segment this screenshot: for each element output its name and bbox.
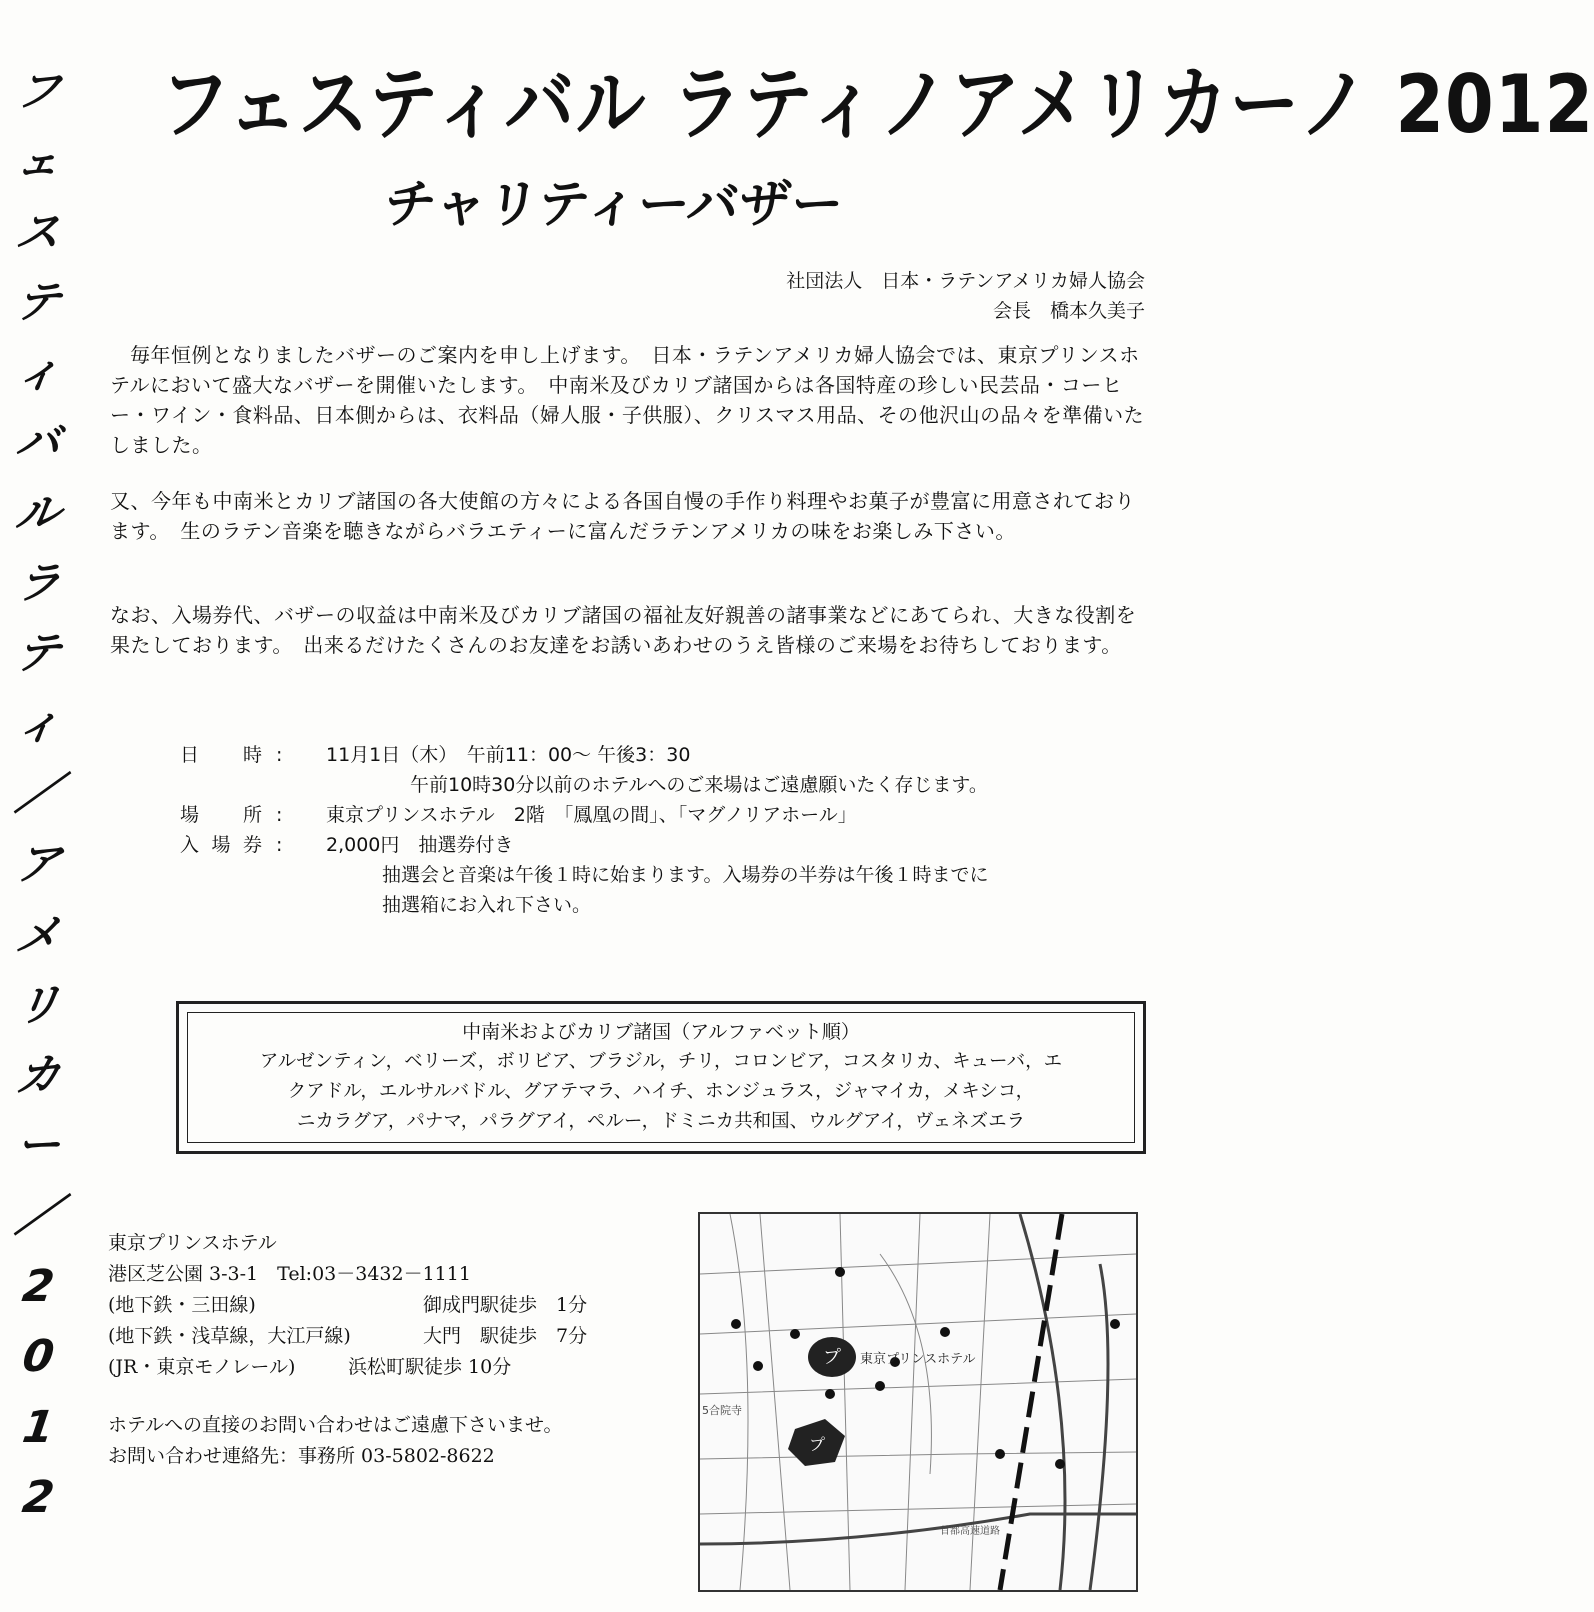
access-map: [698, 1212, 1138, 1592]
countries-line: クアドル，エルサルバドル、グアテマラ、ハイチ、ホンジュラス，ジャマイカ，メキシコ，: [287, 1081, 1035, 1102]
countries-box: [176, 1001, 1146, 1154]
vertical-char: ラ: [12, 558, 64, 610]
hotel-marker: [808, 1337, 856, 1377]
vertical-char: 2: [19, 1471, 57, 1523]
info-row-place: [180, 800, 1126, 830]
vertical-char: ェ: [12, 136, 64, 188]
paragraph-intro: 毎年恒例となりましたバザーのご案内を申し上げます。 日本・ラテンアメリカ婦人協会では、東京プリンスホテルにおいて盛大なバザーを開催いたします。 中南米及びカリブ諸国からは各国特産の珍しい民芸品・コーヒー・ワイン・食料品、日本側からは、衣料品（婦人服・子供服）、クリスマス用品、その他沢山の品々を準備いたしました。: [110, 343, 1145, 457]
access-station: 浜松町駅徒歩 10分: [348, 1356, 512, 1378]
vertical-char: ス: [12, 206, 64, 258]
access-line: (地下鉄・三田線): [108, 1294, 256, 1316]
vertical-char: テ: [12, 628, 64, 680]
map-road-label: 首都高速道路: [940, 1526, 1000, 1537]
countries-box-inner: [187, 1012, 1135, 1143]
access-row: [108, 1290, 587, 1321]
paragraph-food: 又、今年も中南米とカリブ諸国の各大使館の方々による各国自慢の手作り料理やお菓子が豊富に用意されております。 生のラテン音楽を聴きながらバラエティーに富んだラテンアメリカの味をお楽しみ下さい。: [110, 489, 1135, 543]
map-graphic: [700, 1214, 1136, 1590]
organization-chair: 会長 橋本久美子: [992, 300, 1145, 322]
info-row-ticket: [180, 830, 1126, 860]
date-value: 11月1日（木） 午前11：00～ 午後3：30: [326, 744, 691, 766]
access-line: (JR・東京モノレール): [108, 1356, 296, 1378]
access-row: [108, 1321, 587, 1352]
vertical-title: [8, 66, 68, 1523]
date-label: 日時: [180, 744, 262, 766]
colon: :: [276, 834, 283, 856]
map-hotel-label: 東京プリンスホテル: [860, 1352, 976, 1367]
ticket-label: 入場券: [180, 834, 262, 856]
vertical-char: メ: [12, 909, 64, 961]
svg-text:プ: プ: [808, 1435, 826, 1454]
vertical-char: ー: [12, 1120, 64, 1172]
vertical-char: ア: [12, 839, 64, 891]
vertical-char: ／: [12, 768, 64, 820]
date-note: 午前10時30分以前のホテルへのご来場はご遠慮願いたく存じます。: [410, 774, 988, 796]
hotel-address: 港区芝公園 3-3-1 Tel:03－3432－1111: [108, 1263, 471, 1285]
paragraph-proceeds: なお、入場券代、バザーの収益は中南米及びカリブ諸国の福祉友好親善の諸事業などにあてられ、大きな役割を果たしております。 出来るだけたくさんのお友達をお誘いあわせのうえ皆様のご来場をお待ちしております。: [110, 603, 1137, 657]
access-station: 御成門駅徒歩 1分: [423, 1294, 588, 1316]
second-marker: [788, 1419, 845, 1466]
hotel-info: [108, 1228, 587, 1383]
contact-phone: お問い合わせ連絡先：事務所 03-5802-8622: [108, 1445, 495, 1467]
contact-note: ホテルへの直接のお問い合わせはご遠慮下さいませ。: [108, 1414, 563, 1436]
contact-info: [108, 1410, 562, 1472]
vertical-char: ル: [12, 487, 64, 539]
organization: [786, 266, 1145, 326]
vertical-char: リ: [12, 979, 64, 1031]
vertical-char: ィ: [12, 698, 64, 750]
countries-line: アルゼンティン，ベリーズ，ボリビア、ブラジル，チリ，コロンビア，コスタリカ、キューバ，エ: [259, 1051, 1063, 1072]
organization-name: 社団法人 日本・ラテンアメリカ婦人協会: [786, 270, 1145, 292]
ticket-note-1: 抽選会と音楽は午後１時に始まります。入場券の半券は午後１時までに: [382, 864, 989, 886]
hotel-name: 東京プリンスホテル: [108, 1232, 277, 1254]
vertical-char: テ: [12, 276, 64, 328]
access-station: 大門 駅徒歩 7分: [423, 1325, 588, 1347]
place-value: 東京プリンスホテル 2階 「鳳凰の間」、「マグノリアホール」: [326, 804, 857, 826]
vertical-char: 1: [19, 1401, 57, 1453]
vertical-char: バ: [12, 417, 64, 469]
event-info: [180, 740, 1126, 920]
vertical-char: ィ: [12, 347, 64, 399]
vertical-char: ／: [12, 1190, 64, 1242]
ticket-value: 2,000円 抽選券付き: [326, 834, 514, 856]
ticket-note-2: 抽選箱にお入れ下さい。: [382, 894, 592, 916]
access-line: (地下鉄・浅草線，大江戸線): [108, 1325, 351, 1347]
access-row: [108, 1352, 587, 1383]
colon: :: [276, 804, 283, 826]
countries-heading: 中南米およびカリブ諸国（アルファベット順）: [462, 1021, 860, 1043]
countries-line: ニカラグア，パナマ，パラグアイ，ペルー，ドミニカ共和国、ウルグアイ，ヴェネズエラ: [296, 1111, 1026, 1132]
map-temple-label: 5合院寺: [702, 1404, 742, 1417]
page-subtitle: チャリティーバザー: [381, 175, 847, 235]
place-label: 場所: [180, 804, 262, 826]
vertical-char: フ: [12, 66, 64, 117]
info-row-date: [180, 740, 1126, 770]
vertical-char: 0: [19, 1331, 57, 1383]
page-title: フェスティバル ラティノアメリカーノ 2012: [160, 57, 1594, 152]
svg-text:プ: プ: [823, 1347, 841, 1368]
colon: :: [276, 744, 283, 766]
vertical-char: カ: [12, 1050, 64, 1102]
vertical-char: 2: [19, 1261, 57, 1313]
